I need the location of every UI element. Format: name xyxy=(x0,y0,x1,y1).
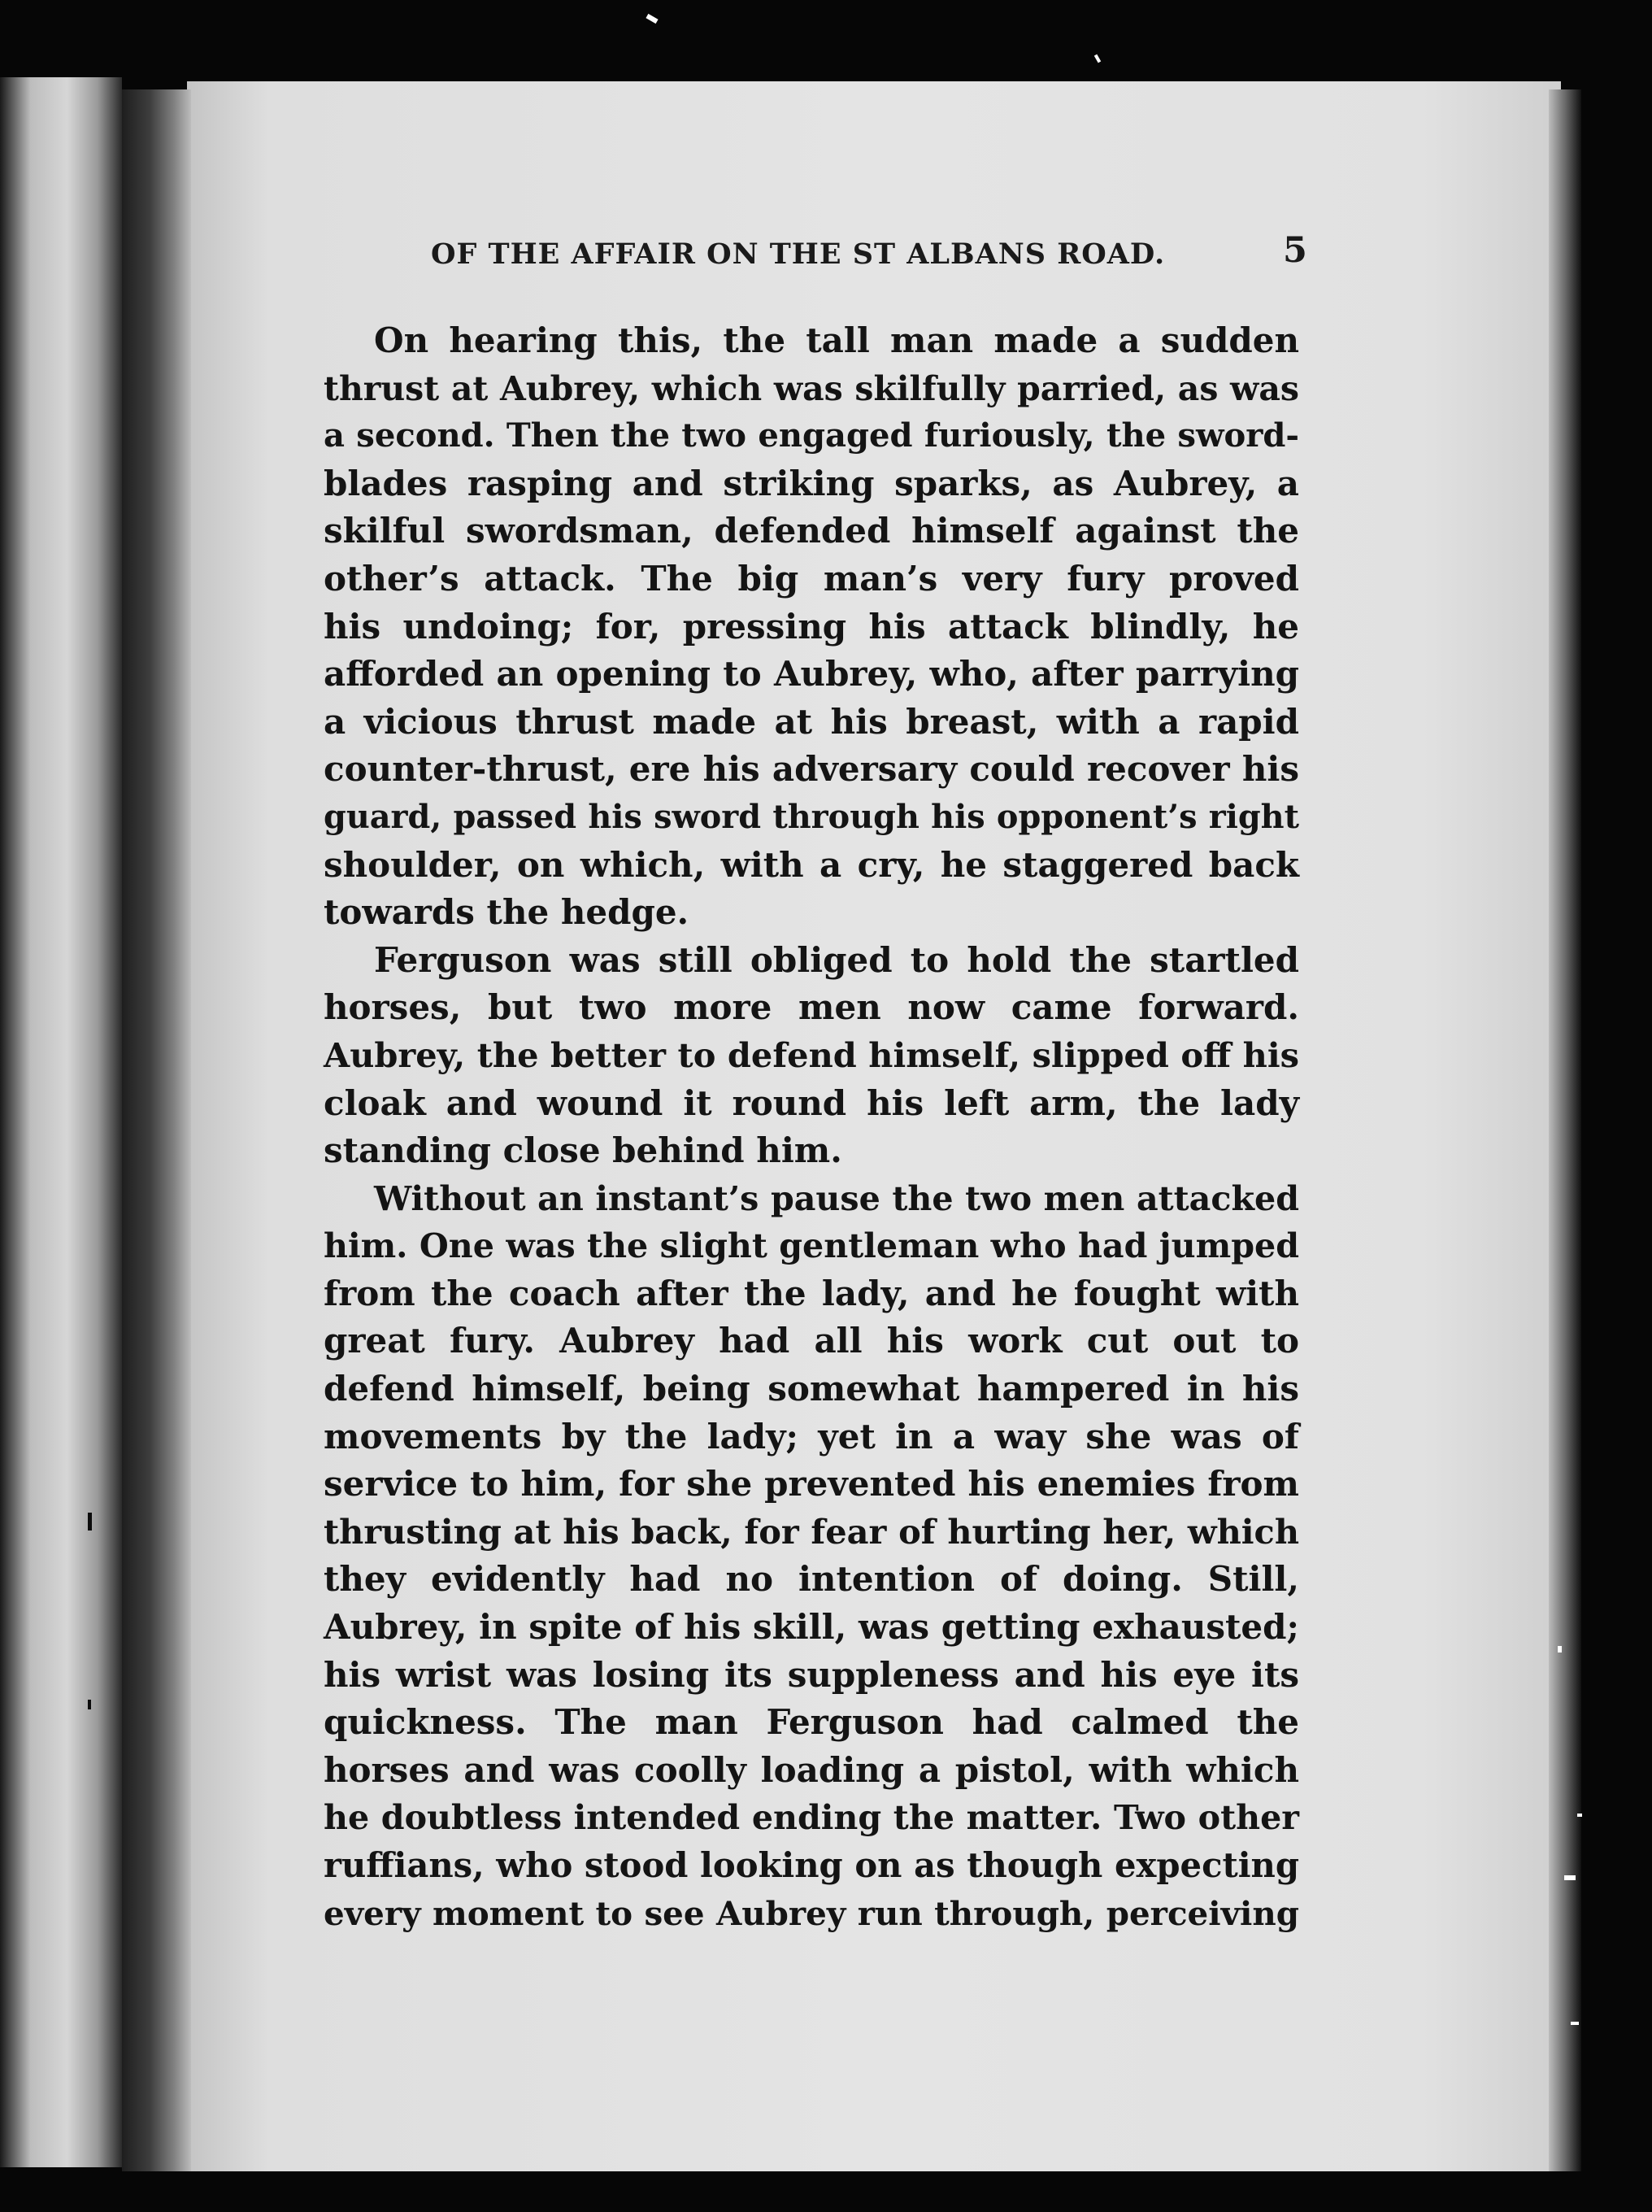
paragraph xyxy=(324,937,1299,1175)
text-line: thrusting at his back, for fear of hurting her, which xyxy=(324,1511,1299,1552)
text-line: he doubtless intended ending the matter. Two other xyxy=(324,1797,1299,1838)
text-line: afforded an opening to Aubrey, who, after parrying xyxy=(324,654,1299,695)
text-line: his wrist was losing its suppleness and his eye its xyxy=(324,1654,1299,1695)
text-line: shoulder, on which, with a cry, he staggered back xyxy=(324,844,1299,885)
paragraph xyxy=(324,1175,1299,1938)
text-line: towards the hedge. xyxy=(324,892,689,933)
text-line: Without an instant’s pause the two men attacked xyxy=(374,1178,1299,1218)
text-line: counter-thrust, ere his adversary could recover his xyxy=(324,749,1299,790)
page-edge-shadow xyxy=(1549,89,1581,2171)
text-line: they evidently had no intention of doing. Still, xyxy=(324,1559,1299,1600)
scan-speck xyxy=(88,1700,91,1709)
text-line: On hearing this, the tall man made a sudden xyxy=(374,320,1299,360)
running-head: OF THE AFFAIR ON THE ST ALBANS ROAD. xyxy=(431,237,1166,271)
paragraph xyxy=(324,317,1299,937)
text-line: movements by the lady; yet in a way she was of xyxy=(324,1416,1299,1457)
text-line: Aubrey, the better to defend himself, slipped off his xyxy=(324,1034,1299,1075)
text-line: from the coach after the lady, and he fought with xyxy=(324,1273,1299,1313)
text-line: horses, but two more men now came forward. xyxy=(324,987,1299,1028)
text-line: guard, passed his sword through his opponent’s right xyxy=(324,798,1299,836)
facing-page-edge xyxy=(0,77,122,2167)
text-line: blades rasping and striking sparks, as Aubrey, a xyxy=(324,463,1299,503)
text-line: great fury. Aubrey had all his work cut out to xyxy=(324,1321,1299,1361)
text-line: skilful swordsman, defended himself against the xyxy=(324,511,1299,551)
text-line: quickness. The man Ferguson had calmed the xyxy=(324,1702,1299,1743)
body-text xyxy=(324,317,1299,1937)
gutter-shadow xyxy=(122,89,191,2171)
scan-speck xyxy=(1564,1875,1576,1880)
text-line: horses and was coolly loading a pistol, with which xyxy=(324,1749,1299,1790)
text-line: other’s attack. The big man’s very fury proved xyxy=(324,558,1299,599)
text-line: a vicious thrust made at his breast, with a rapid xyxy=(324,701,1299,742)
scan-speck xyxy=(1577,1814,1582,1817)
text-line: service to him, for she prevented his enemies from xyxy=(324,1464,1299,1504)
text-line: cloak and wound it round his left arm, the lady xyxy=(324,1082,1299,1123)
page-number: 5 xyxy=(1283,230,1307,271)
text-line: defend himself, being somewhat hampered in his xyxy=(324,1369,1299,1409)
text-line: ruffians, who stood looking on as though expecting xyxy=(324,1845,1299,1885)
scan-speck xyxy=(88,1513,92,1531)
text-line: Ferguson was still obliged to hold the startled xyxy=(374,939,1299,980)
text-line: Aubrey, in spite of his skill, was getting exhausted; xyxy=(324,1607,1299,1648)
scan-speck xyxy=(1558,1646,1562,1652)
text-line: his undoing; for, pressing his attack blindly, he xyxy=(324,606,1299,647)
text-line: standing close behind him. xyxy=(324,1130,842,1171)
text-line: him. One was the slight gentleman who had jumped xyxy=(324,1226,1299,1266)
text-line: a second. Then the two engaged furiously, the sword- xyxy=(324,416,1299,455)
text-line: thrust at Aubrey, which was skilfully parried, as was xyxy=(324,368,1299,408)
scan-speck xyxy=(1571,2022,1579,2025)
text-line: every moment to see Aubrey run through, perceiving xyxy=(324,1893,1299,1933)
